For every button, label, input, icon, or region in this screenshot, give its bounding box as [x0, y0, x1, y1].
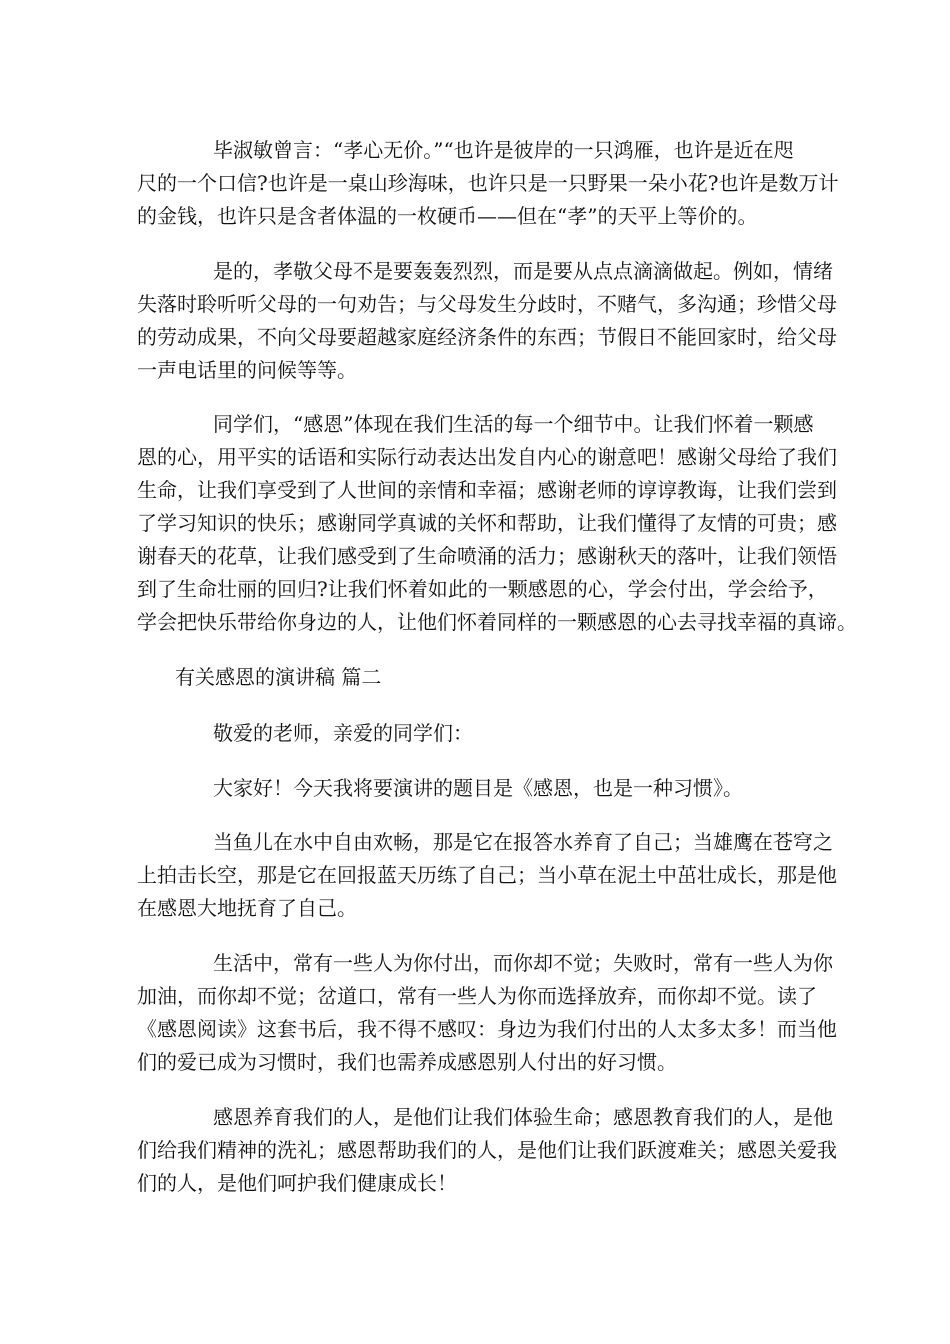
- paragraph-line: 的劳动成果，不向父母要超越家庭经济条件的东西；节假日不能回家时，给父母: [137, 325, 837, 349]
- paragraph-line: 失落时聆听听父母的一句劝告；与父母发生分歧时，不赌气，多沟通；珍惜父母: [137, 292, 837, 316]
- paragraph-line: 恩的心，用平实的话语和实际行动表达出发自内心的谢意吧！感谢父母给了我们: [137, 445, 837, 469]
- paragraph-line: 上拍击长空，那是它在回报蓝天历练了自己；当小草在泥土中茁壮成长，那是他: [137, 863, 837, 887]
- paragraph-line: 在感恩大地抚育了自己。: [137, 896, 357, 920]
- paragraph-line: 《感恩阅读》这套书后，我不得不感叹：身边为我们付出的人太多太多！而当他: [137, 1017, 837, 1041]
- paragraph-line: 谢春天的花草，让我们感受到了生命喷涌的活力；感谢秋天的落叶，让我们领悟: [137, 544, 837, 568]
- paragraph-line: 们给我们精神的洗礼；感恩帮助我们的人，是他们让我们跃渡难关；感恩关爱我: [137, 1138, 837, 1162]
- paragraph-line: 同学们，“感恩”体现在我们生活的每一个细节中。让我们怀着一颗感: [213, 412, 814, 436]
- paragraph-line: 生活中，常有一些人为你付出，而你却不觉；失败时，常有一些人为你: [213, 951, 833, 975]
- paragraph-line: 到了生命壮丽的回归?让我们怀着如此的一颗感恩的心，学会付出，学会给予，: [137, 577, 828, 601]
- paragraph-line: 们的爱已成为习惯时，我们也需养成感恩别人付出的好习惯。: [137, 1050, 677, 1074]
- paragraph-line: 大家好！今天我将要演讲的题目是《感恩，也是一种习惯》。: [213, 776, 743, 800]
- paragraph-line: 生命，让我们享受到了人世间的亲情和幸福；感谢老师的谆谆教诲，让我们尝到: [137, 478, 837, 502]
- paragraph-line: 是的，孝敬父母不是要轰轰烈烈，而是要从点点滴滴做起。例如，情绪: [213, 259, 833, 283]
- paragraph-line: 的金钱，也许只是含者体温的一枚硬币——但在“孝”的天平上等价的。: [137, 204, 758, 228]
- paragraph-line: 尺的一个口信?也许是一桌山珍海味，也许只是一只野果一朵小花?也许是数万计: [137, 171, 839, 195]
- section-heading: 有关感恩的演讲稿 篇二: [175, 665, 382, 689]
- paragraph-line: 感恩养育我们的人，是他们让我们体验生命；感恩教育我们的人，是他: [213, 1105, 833, 1129]
- paragraph-line: 了学习知识的快乐；感谢同学真诚的关怀和帮助，让我们懂得了友情的可贵；感: [137, 511, 837, 535]
- paragraph-line: 毕淑敏曾言：“孝心无价。”“也许是彼岸的一只鸿雁，也许是近在咫: [213, 138, 794, 162]
- paragraph-line: 加油，而你却不觉；岔道口，常有一些人为你而选择放弃，而你却不觉。读了: [137, 984, 817, 1008]
- paragraph-line: 敬爱的老师，亲爱的同学们：: [213, 721, 473, 745]
- paragraph-line: 一声电话里的问候等等。: [137, 358, 357, 382]
- paragraph-line: 学会把快乐带给你身边的人，让他们怀着同样的一颗感恩的心去寻找幸福的真谛。: [137, 610, 857, 634]
- paragraph-line: 当鱼儿在水中自由欢畅，那是它在报答水养育了自己；当雄鹰在苍穹之: [213, 830, 833, 854]
- paragraph-line: 们的人，是他们呵护我们健康成长！: [137, 1171, 457, 1195]
